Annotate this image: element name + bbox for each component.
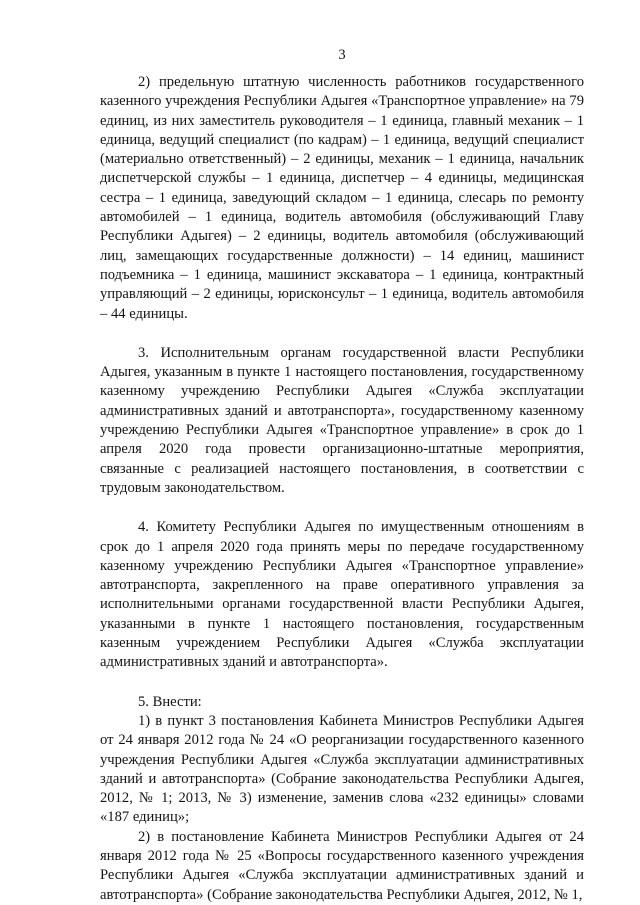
paragraph-gap xyxy=(100,498,584,518)
paragraph-5-title: 5. Внести: xyxy=(138,693,202,710)
paragraph-gap xyxy=(100,673,584,693)
paragraph-5-item-1: 1) в пункт 3 постановления Кабинета Министров Республики Адыгея от 24 января 2012 года № 24 «О реорганизации государственного казенного учреждения Республики Адыгея «Служба эксплуатации административных зданий и автотранспорта» (Собрание законодательства Республики Адыгея, 2012, № 1; 2013, № 3) изменение, заменив слова «232 единицы» словами «187 единиц»; xyxy=(100,712,584,826)
paragraph-5-item-2: 2) в постановление Кабинета Министров Республики Адыгея от 24 января 2012 года № 25 «Вопросы государственного казенного учреждения Республики Адыгея «Служба эксплуатации административных зданий и автотранспорта» (Собрание законодательства Республики Адыгея, 2012, № 1, xyxy=(100,828,584,903)
paragraph-3-organizational-measures: 3. Исполнительным органам государственной власти Республики Адыгея, указанным в пункте 1 настоящего постановления, государственному казенному учреждению Республики Адыгея «Служба эксплуатации административных зданий и автотранспорта», государственному казенному учреждению Республики Адыгея «Транспортное управление» в срок до 1 апреля 2020 года провести организационно-штатные мероприятия, связанные с реализацией настоящего постановления, в соответствии с трудовым законодательством. xyxy=(100,344,584,496)
page-number: 3 xyxy=(338,47,346,63)
paragraph-4-property-committee: 4. Комитету Республики Адыгея по имущественным отношениям в срок до 1 апреля 2020 года принять меры по передаче государственному казенному учреждению Республики Адыгея «Транспортное управление» автотранспорта, закрепленного на праве оперативного управления за исполнительными органами государственной власти Республики Адыгея, указанными в пункте 1 настоящего постановления, государственным казенным учреждением Республики Адыгея «Служба эксплуатации административных зданий и автотранспорта». xyxy=(100,519,584,671)
paragraph-gap xyxy=(100,324,584,344)
paragraph-2-staff-limit: 2) предельную штатную численность работников государственного казенного учреждения Республики Адыгея «Транспортное управление» на 79 единиц, из них заместитель руководителя – 1 единица, главный механик – 1 единица, ведущий специалист (по кадрам) – 1 единица, ведущий специалист (материально ответственный) – 2 единицы, механик – 1 единица, начальник диспетчерской службы – 1 единица, диспетчер – 4 единицы, медицинская сестра – 1 единица, заведующий складом – 1 единица, слесарь по ремонту автомобилей – 1 единица, водитель автомобиля (обслуживающий Главу Республики Адыгея) – 2 единицы, водитель автомобиля (обслуживающий лиц, замещающих государственные должности) – 14 единиц, машинист подъемника – 1 единица, машинист экскаватора – 1 единица, контрактный управляющий – 2 единицы, юрисконсульт – 1 единица, водитель автомобиля – 44 единицы. xyxy=(100,74,584,322)
